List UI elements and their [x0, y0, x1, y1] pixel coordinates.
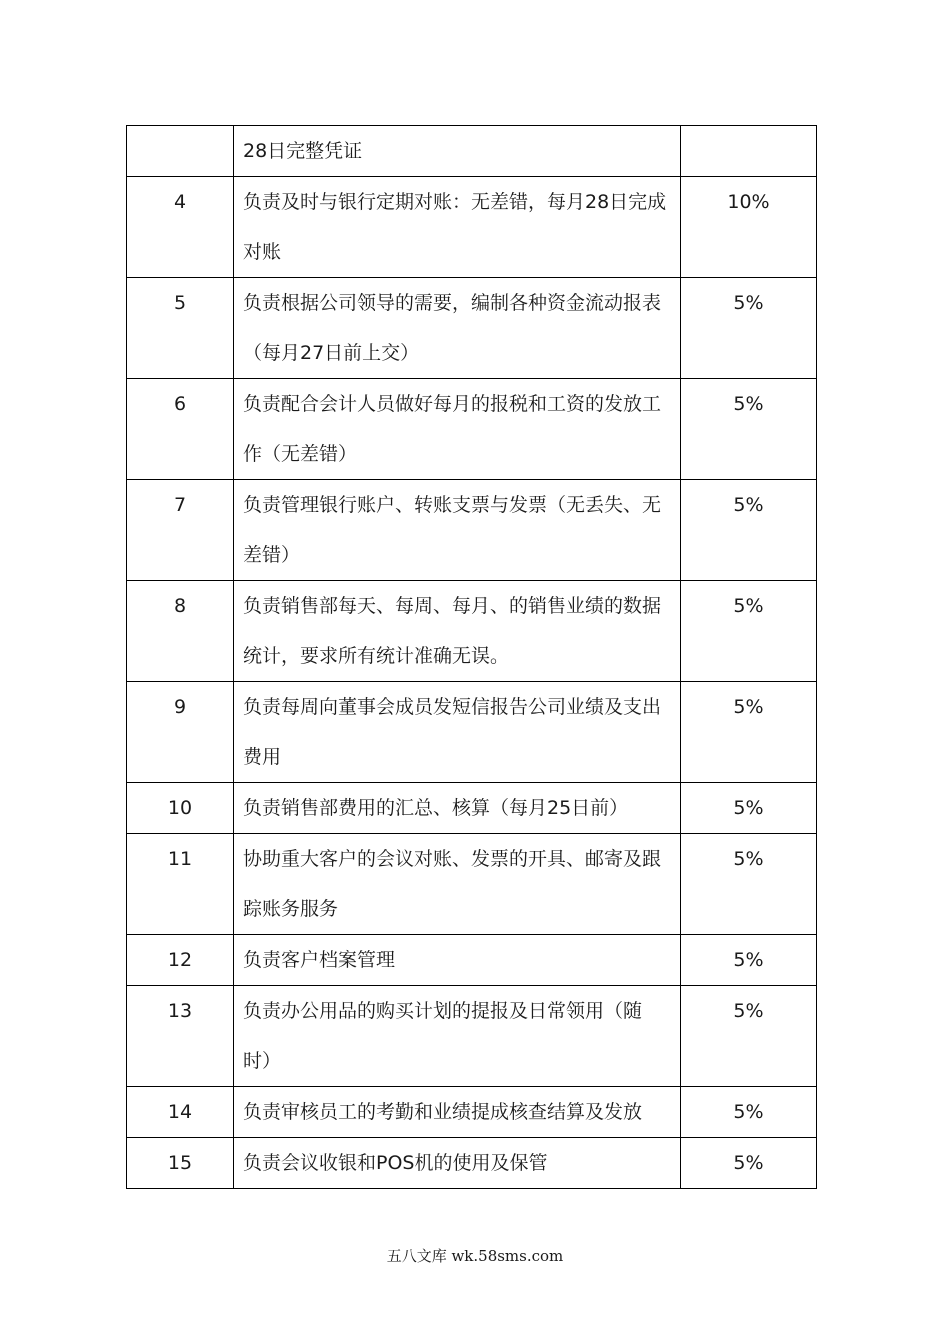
table-row [127, 480, 817, 581]
row-weight: 5% [681, 834, 817, 935]
duties-table [126, 125, 817, 1189]
row-number: 5 [127, 278, 234, 379]
row-description: 负责审核员工的考勤和业绩提成核查结算及发放 [234, 1087, 681, 1138]
row-description: 负责配合会计人员做好每月的报税和工资的发放工作（无差错） [234, 379, 681, 480]
table-row [127, 986, 817, 1087]
table-row [127, 581, 817, 682]
row-description: 负责客户档案管理 [234, 935, 681, 986]
table-row [127, 278, 817, 379]
row-weight: 5% [681, 581, 817, 682]
row-number: 12 [127, 935, 234, 986]
row-number: 7 [127, 480, 234, 581]
row-description: 负责及时与银行定期对账：无差错，每月28日完成对账 [234, 177, 681, 278]
table-row [127, 682, 817, 783]
row-weight [681, 126, 817, 177]
table-row [127, 834, 817, 935]
row-number: 15 [127, 1138, 234, 1189]
row-description: 负责管理银行账户、转账支票与发票（无丢失、无差错） [234, 480, 681, 581]
table-row [127, 379, 817, 480]
row-weight: 5% [681, 379, 817, 480]
row-number: 9 [127, 682, 234, 783]
row-description: 负责销售部费用的汇总、核算（每月25日前） [234, 783, 681, 834]
row-weight: 5% [681, 986, 817, 1087]
duties-table-body [127, 126, 817, 1189]
row-description: 负责根据公司领导的需要，编制各种资金流动报表（每月27日前上交） [234, 278, 681, 379]
row-weight: 5% [681, 1087, 817, 1138]
footer-watermark-text: 五八文库 wk.58sms.com [386, 1247, 564, 1265]
row-weight: 5% [681, 480, 817, 581]
row-description: 28日完整凭证 [234, 126, 681, 177]
table-row [127, 783, 817, 834]
row-description: 负责销售部每天、每周、每月、的销售业绩的数据统计，要求所有统计准确无误。 [234, 581, 681, 682]
row-number: 14 [127, 1087, 234, 1138]
row-description: 负责办公用品的购买计划的提报及日常领用（随时） [234, 986, 681, 1087]
row-weight: 5% [681, 682, 817, 783]
row-weight: 5% [681, 278, 817, 379]
row-number: 13 [127, 986, 234, 1087]
table-row [127, 126, 817, 177]
row-description: 负责每周向董事会成员发短信报告公司业绩及支出费用 [234, 682, 681, 783]
row-weight: 5% [681, 935, 817, 986]
row-description: 协助重大客户的会议对账、发票的开具、邮寄及跟踪账务服务 [234, 834, 681, 935]
row-number [127, 126, 234, 177]
row-number: 10 [127, 783, 234, 834]
table-row [127, 1087, 817, 1138]
table-row [127, 935, 817, 986]
row-weight: 5% [681, 783, 817, 834]
row-description: 负责会议收银和POS机的使用及保管 [234, 1138, 681, 1189]
row-number: 6 [127, 379, 234, 480]
row-number: 11 [127, 834, 234, 935]
row-number: 8 [127, 581, 234, 682]
row-number: 4 [127, 177, 234, 278]
table-row [127, 177, 817, 278]
row-weight: 5% [681, 1138, 817, 1189]
row-weight: 10% [681, 177, 817, 278]
table-row [127, 1138, 817, 1189]
